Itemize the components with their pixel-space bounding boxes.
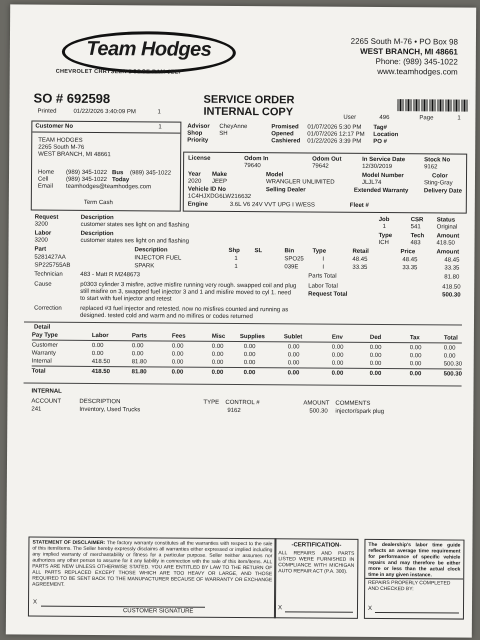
priority-label: Priority bbox=[187, 137, 209, 144]
detail-total-labor: 418.50 bbox=[91, 368, 111, 376]
labor-label: Labor bbox=[34, 230, 52, 237]
internal-account: 241 bbox=[31, 406, 42, 413]
detail-total-env: 0.00 bbox=[331, 370, 344, 377]
checked-sign-x: X bbox=[367, 605, 373, 612]
correction-line-1: replaced #3 fuel injector and retested. now no misfires counted and running as bbox=[80, 305, 289, 314]
printed-datetime: 01/22/2026 3:40:09 PM bbox=[73, 108, 136, 116]
detail-customer-sublet: 0.00 bbox=[287, 344, 300, 351]
title-internal-copy: INTERNAL COPY bbox=[203, 105, 294, 119]
user-value: 496 bbox=[379, 114, 390, 122]
type-value: ICH bbox=[378, 239, 389, 247]
make-value: JEEP bbox=[211, 178, 228, 185]
disclaimer-title: STATEMENT OF DISCLAIMER: bbox=[32, 539, 106, 547]
detail-customer-fees: 0.00 bbox=[171, 343, 184, 350]
detail-total-tax: 0.00 bbox=[409, 371, 422, 378]
detail-warranty-parts: 0.00 bbox=[131, 351, 144, 358]
team-hodges-logo bbox=[62, 31, 236, 74]
detail-total-parts: 81.80 bbox=[131, 369, 147, 376]
status-label: Status bbox=[436, 217, 456, 224]
page-number: 1 bbox=[457, 115, 461, 122]
model-label: Model bbox=[265, 172, 284, 179]
color-label: Color bbox=[431, 173, 448, 180]
checked-by-label: REPAIRS PROPERLY COMPLETED AND CHECKED BY: bbox=[368, 579, 451, 593]
logo-text: Team Hodges bbox=[86, 37, 212, 61]
detail-customer-parts: 0.00 bbox=[131, 343, 144, 350]
in-service-label: In Service Date bbox=[362, 156, 406, 164]
detail-total-pay-type: Total bbox=[31, 368, 46, 375]
cause-line-3: to start with fuel injector and retest bbox=[80, 295, 172, 303]
part-2-amount: 33.35 bbox=[444, 265, 460, 272]
dealer-address bbox=[350, 37, 458, 78]
labor-guide-box bbox=[364, 539, 465, 620]
detail-total-supplies: 0.00 bbox=[243, 370, 256, 377]
cert-signature-line[interactable] bbox=[285, 611, 353, 612]
correction-label: Correction bbox=[34, 305, 62, 312]
detail-internal-parts: 81.80 bbox=[131, 359, 147, 366]
detail-customer-labor: 0.00 bbox=[91, 342, 104, 350]
detail-total-total: 500.30 bbox=[443, 371, 463, 378]
parts-header-type: Type bbox=[312, 248, 327, 255]
cell-label: Cell bbox=[37, 176, 49, 183]
request-total-label: Request Total bbox=[308, 291, 348, 298]
make-label: Make bbox=[211, 171, 228, 178]
detail-internal-env: 0.00 bbox=[331, 360, 344, 367]
detail-warranty-tax: 0.00 bbox=[409, 353, 422, 360]
parts-header-part: Part bbox=[34, 246, 47, 253]
type-label: Type bbox=[378, 232, 393, 240]
detail-header-labor: Labor bbox=[91, 332, 109, 340]
detail-header-tax: Tax bbox=[409, 335, 420, 342]
detail-header-pay-type: Pay Type bbox=[31, 332, 58, 339]
year-label: Year bbox=[187, 171, 201, 178]
odom-out-label: Odom Out bbox=[312, 156, 342, 163]
customer-name: TEAM HODGES bbox=[38, 137, 83, 144]
detail-customer-ded: 0.00 bbox=[369, 344, 382, 351]
license-label: License bbox=[188, 155, 211, 162]
job-value: 1 bbox=[382, 223, 387, 231]
internal-comments: injector/spark plug bbox=[335, 408, 385, 416]
customer-no: 1 bbox=[158, 124, 162, 131]
vin-value: 1C4HJXDG6LW216632 bbox=[187, 193, 252, 201]
csr-value: 541 bbox=[410, 224, 421, 231]
part-1-bin: SPO25 bbox=[284, 256, 304, 263]
internal-label: INTERNAL bbox=[31, 388, 62, 395]
part-2-retail: 33.35 bbox=[352, 264, 368, 271]
disclaimer-box bbox=[28, 537, 277, 619]
cashiered-value: 01/22/2026 3:39 PM bbox=[307, 138, 362, 145]
technician-value: 483 - Matt R M248673 bbox=[80, 271, 141, 279]
internal-header-type: TYPE bbox=[203, 399, 220, 406]
detail-warranty-supplies: 0.00 bbox=[243, 352, 256, 359]
customer-addr1: 2265 South M-76 bbox=[38, 144, 85, 151]
internal-control: 9162 bbox=[227, 407, 241, 415]
part-1-price: 48.45 bbox=[402, 257, 418, 264]
amount-value: 418.50 bbox=[436, 240, 455, 247]
cashiered-label: Cashiered bbox=[271, 138, 301, 145]
home-label: Home bbox=[38, 169, 55, 176]
technician-label: Technician bbox=[34, 271, 63, 278]
customer-addr2: WEST BRANCH, MI 48661 bbox=[38, 151, 111, 159]
labor-no: 3200 bbox=[34, 237, 48, 244]
certification-box bbox=[274, 538, 359, 619]
customer-email: teamhodges@teamhodges.com bbox=[65, 183, 152, 191]
detail-warranty-fees: 0.00 bbox=[171, 351, 184, 358]
dealer-address-1: 2265 South M-76 • PO Box 98 bbox=[350, 36, 458, 47]
tag-label: Tag# bbox=[373, 124, 387, 132]
detail-internal-pay-type: Internal bbox=[31, 358, 52, 365]
internal-header-account: ACCOUNT bbox=[31, 398, 62, 405]
so-number: SO # 692598 bbox=[33, 90, 111, 107]
parts-header-sl: SL bbox=[254, 248, 263, 255]
opened-label: Opened bbox=[271, 131, 294, 138]
detail-customer-pay-type: Customer bbox=[31, 342, 58, 349]
internal-header-comments: COMMENTS bbox=[335, 400, 371, 407]
title-service-order: SERVICE ORDER bbox=[203, 93, 295, 107]
model-no-label: Model Number bbox=[361, 172, 404, 180]
detail-header-supplies: Supplies bbox=[239, 333, 265, 341]
detail-internal-ded: 0.00 bbox=[369, 360, 382, 367]
parts-header-amount: Amount bbox=[436, 249, 460, 256]
page-label: Page bbox=[419, 115, 434, 122]
parts-header-retail: Retail bbox=[352, 248, 369, 255]
location-label: Location bbox=[373, 131, 399, 139]
odom-in: 79640 bbox=[244, 163, 261, 170]
cause-line-2: still misfire on 3, swapped fuel injector 3 and 1 and misfire moved to cyl 1. need bbox=[80, 288, 291, 297]
part-1-shp: 1 bbox=[234, 255, 238, 262]
detail-total-misc: 0.00 bbox=[211, 369, 224, 376]
bus-phone: (989) 345-1022 bbox=[130, 170, 172, 177]
printed-count: 1 bbox=[157, 109, 161, 116]
parts-header-price: Price bbox=[400, 249, 416, 256]
parts-total: 81.80 bbox=[444, 274, 460, 281]
internal-amount: 500.30 bbox=[309, 408, 328, 415]
part-1-amount: 48.45 bbox=[444, 257, 460, 264]
logo-brands: CHEVROLET CHRYSLER DODGE RAM JEEP bbox=[55, 68, 183, 76]
engine-value: 3.6L V6 24V VVT UPG I W/ESS bbox=[229, 201, 315, 209]
model-no: JLJL74 bbox=[361, 179, 382, 186]
email-label: Email bbox=[37, 183, 53, 190]
vehicle-box bbox=[183, 152, 467, 214]
detail-internal-fees: 0.00 bbox=[171, 359, 184, 366]
shop-value: SH bbox=[219, 130, 228, 137]
stock-label: Stock No bbox=[424, 157, 451, 164]
detail-label: Detail bbox=[33, 324, 51, 331]
dealer-address-2: WEST BRANCH, MI 48661 bbox=[360, 46, 458, 57]
dealer-website: www.teamhodges.com bbox=[377, 66, 458, 77]
shop-label: Shop bbox=[187, 130, 203, 137]
po-label: PO # bbox=[373, 138, 387, 146]
opened-value: 01/07/2026 12:17 PM bbox=[307, 131, 365, 138]
cause-label: Cause bbox=[34, 281, 52, 288]
today-label: Today bbox=[111, 177, 130, 184]
job-label: Job bbox=[378, 216, 390, 224]
parts-header-shp: Shp bbox=[228, 247, 240, 254]
amount-label: Amount bbox=[436, 233, 460, 240]
dealer-phone: Phone: (989) 345-1022 bbox=[375, 56, 458, 67]
stock-no: 9162 bbox=[424, 164, 438, 171]
detail-customer-supplies: 0.00 bbox=[243, 344, 256, 351]
detail-warranty-env: 0.00 bbox=[331, 352, 344, 359]
labor-desc-label: Description bbox=[80, 230, 114, 238]
odom-in-label: Odom In bbox=[244, 156, 269, 163]
detail-warranty-misc: 0.00 bbox=[211, 351, 224, 358]
detail-total-sublet: 0.00 bbox=[287, 370, 300, 377]
detail-header-sublet: Sublet bbox=[283, 334, 303, 341]
detail-internal-sublet: 0.00 bbox=[287, 360, 300, 367]
detail-internal-tax: 0.00 bbox=[409, 361, 422, 368]
cert-sign-x: X bbox=[277, 605, 283, 612]
bus-label: Bus bbox=[112, 170, 124, 177]
csr-label: CSR bbox=[410, 217, 424, 224]
cause-line-1: p0303 cylinder 3 misfire, active misfire running very rough. swapped coil and plug bbox=[80, 281, 297, 290]
detail-customer-env: 0.00 bbox=[331, 344, 344, 351]
part-2-shp: 1 bbox=[234, 263, 238, 270]
printed-label: Printed bbox=[37, 108, 57, 115]
internal-description: Inventory, Used Trucks bbox=[79, 406, 141, 414]
labor-total-label: Labor Total bbox=[308, 283, 338, 290]
customer-no-label: Customer No bbox=[35, 123, 74, 130]
detail-internal-supplies: 0.00 bbox=[243, 360, 256, 367]
detail-customer-misc: 0.00 bbox=[211, 343, 224, 350]
detail-total-fees: 0.00 bbox=[171, 369, 184, 376]
vin-label: Vehicle ID No bbox=[187, 186, 226, 193]
correction-line-2: designed. tested cold and warm and no mifires or codes returned bbox=[80, 312, 253, 321]
part-2-description: SPARK bbox=[134, 263, 155, 270]
detail-warranty-pay-type: Warranty bbox=[31, 350, 56, 357]
extended-warranty-label: Extended Warranty bbox=[353, 187, 409, 195]
request-label: Request bbox=[34, 214, 59, 221]
in-service-date: 12/30/2019 bbox=[362, 163, 393, 171]
fleet-label: Fleet # bbox=[349, 202, 369, 209]
cell-phone: (989) 345-1022 bbox=[65, 176, 108, 184]
detail-header-total: Total bbox=[443, 335, 458, 342]
checked-signature-line[interactable] bbox=[375, 612, 459, 614]
promised-label: Promised bbox=[271, 124, 299, 131]
detail-header-misc: Misc bbox=[211, 333, 226, 340]
selling-dealer-label: Selling Dealer bbox=[265, 187, 306, 194]
disclaimer-text bbox=[29, 538, 275, 592]
detail-internal-labor: 418.50 bbox=[91, 358, 111, 366]
detail-total-ded: 0.00 bbox=[369, 370, 382, 377]
parts-header-description: Description bbox=[134, 247, 168, 254]
cert-title: -CERTIFICATION- bbox=[291, 542, 342, 549]
user-label: User bbox=[343, 114, 357, 121]
part-2-number: SP225755AB bbox=[34, 262, 71, 269]
tech-label: Tech bbox=[410, 233, 425, 240]
cert-text: ALL REPAIRS AND PARTS LISTED WERE FURNISHED IN COMPLIANCE WITH MICHIGAN AUTO REPAIR ACT (P.A. 300). bbox=[278, 550, 355, 575]
color-value: Sting-Gray bbox=[423, 180, 453, 187]
service-order-document bbox=[6, 4, 476, 637]
part-2-bin: 039E bbox=[284, 264, 299, 271]
request-no: 3200 bbox=[34, 221, 49, 228]
detail-customer-total: 0.00 bbox=[443, 345, 456, 352]
status-value: Original bbox=[436, 224, 458, 231]
internal-header-amount: AMOUNT bbox=[303, 400, 330, 407]
customer-signature-label: CUSTOMER SIGNATURE bbox=[122, 608, 194, 615]
divider-detail bbox=[24, 321, 462, 325]
detail-header-parts: Parts bbox=[131, 333, 147, 340]
part-1-description: INJECTOR FUEL bbox=[134, 255, 182, 262]
internal-header-control: CONTROL # bbox=[225, 399, 260, 407]
part-1-type: I bbox=[322, 256, 325, 263]
labor-desc: customer states ses light on and flashing bbox=[80, 237, 189, 245]
term: Term Cash bbox=[83, 199, 113, 207]
detail-customer-tax: 0.00 bbox=[409, 345, 422, 352]
detail-warranty-ded: 0.00 bbox=[369, 352, 382, 359]
year-value: 2020 bbox=[187, 178, 202, 185]
labor-total: 418.50 bbox=[442, 284, 461, 291]
disclaimer-body: The factory warranty constitutes all the warranties with respect to the sale of this item/items. The Seller hereby expressly disclaims all warranties either expressed or implied including any implied warranty of merchantability or fitness for a particular purpose. Seller neither assumes nor authorizes any other person to assume for it any liability in connection with the sale of this item/items. ALL PARTS ARE NEW UNLESS OTHERWISE STATED. YOU ARE ENTITLED BY LAW TO THE RETURN OF ALL PARTS REPLACED EXCEPT THOSE WHICH ARE TOO HEAVY OR LARGE, AND THOSE REQUIRED TO BE SENT BACK TO THE MANUFACTURER BECAUSE OF WARRANTY OR EXCHANGE AGREEMENT. bbox=[32, 540, 273, 588]
parts-total-label: Parts Total bbox=[308, 273, 337, 280]
advisor-value: CheyAnne bbox=[219, 123, 248, 131]
customer-box bbox=[31, 121, 182, 212]
part-1-number: 5281427AA bbox=[34, 254, 66, 261]
odom-out: 79642 bbox=[312, 163, 329, 170]
labor-guide-text: The dealership's labor time guide reflects an average time requirement for performance of specific vehicle repairs and may therefore be either more or less than the actual clock time in any given instance. bbox=[368, 541, 461, 579]
detail-header-env: Env bbox=[331, 334, 343, 341]
request-total: 500.30 bbox=[442, 292, 461, 299]
detail-internal-misc: 0.00 bbox=[211, 359, 224, 366]
tech-value: 483 bbox=[410, 240, 421, 247]
internal-header-description: DESCRIPTION bbox=[79, 398, 121, 406]
barcode bbox=[397, 99, 469, 112]
request-desc: customer states ses light on and flashing bbox=[80, 221, 190, 229]
engine-label: Engine bbox=[187, 201, 208, 208]
detail-warranty-total: 0.00 bbox=[443, 353, 456, 360]
detail-warranty-sublet: 0.00 bbox=[287, 352, 300, 359]
detail-header-ded: Ded bbox=[369, 334, 382, 341]
detail-internal-total: 500.30 bbox=[443, 361, 463, 368]
request-desc-label: Description bbox=[80, 214, 114, 222]
model-value: WRANGLER UNLIMITED bbox=[265, 179, 335, 186]
delivery-date-label: Delivery Date bbox=[423, 188, 462, 195]
customer-sign-x: X bbox=[33, 599, 38, 606]
part-2-type: I bbox=[322, 264, 325, 271]
divider-internal bbox=[24, 382, 462, 386]
part-1-retail: 48.45 bbox=[352, 256, 368, 263]
detail-warranty-labor: 0.00 bbox=[91, 350, 104, 358]
detail-header-fees: Fees bbox=[171, 333, 186, 340]
part-2-price: 33.35 bbox=[402, 265, 418, 272]
parts-header-bin: Bin bbox=[284, 248, 295, 255]
advisor-label: Advisor bbox=[187, 123, 210, 130]
promised-value: 01/07/2026 5:30 PM bbox=[307, 124, 362, 131]
home-phone: (989) 345-1022 bbox=[66, 169, 108, 177]
